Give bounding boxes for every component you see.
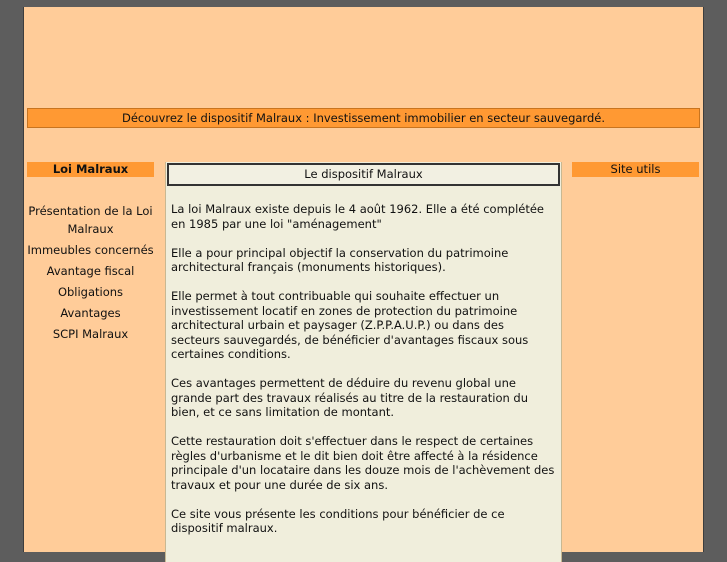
article-body xyxy=(171,202,556,550)
paragraph: Cette restauration doit s'effectuer dans le respect de certaines règles d'urbanisme et le dit bien doit être affecté à la résidence principale d'un locataire dans les douze mois de l'achèvement des travaux et pour une durée de six ans. xyxy=(171,434,555,492)
nav-link-immeubles[interactable]: Immeubles concernés xyxy=(27,243,154,257)
paragraph: Elle permet à tout contribuable qui souhaite effectuer un investissement locatif en zones de protection du patrimoine architectural urbain et paysager (Z.P.P.A.U.P.) ou dans des secteurs sauvegardés, de bénéficier d'avantages fiscaux sous certaines conditions. xyxy=(171,289,529,361)
left-sidebar-nav xyxy=(27,202,154,346)
tagline-text: Découvrez le dispositif Malraux : Investissement immobilier en secteur sauvegardé. xyxy=(122,111,605,125)
right-sidebar-title: Site utils xyxy=(572,162,699,177)
left-sidebar-title: Loi Malraux xyxy=(27,162,154,177)
paragraph: La loi Malraux existe depuis le 4 août 1962. Elle a été complétée en 1985 par une loi "aménagement" xyxy=(171,202,544,231)
main-content-panel xyxy=(165,162,562,562)
nav-link-avantage-fiscal[interactable]: Avantage fiscal xyxy=(46,264,135,278)
main-title: Le dispositif Malraux xyxy=(167,163,560,186)
paragraph: Ce site vous présente les conditions pour bénéficier de ce dispositif malraux. xyxy=(171,506,505,535)
tagline-banner xyxy=(27,108,700,128)
nav-link-obligations[interactable]: Obligations xyxy=(57,285,124,299)
nav-link-scpi[interactable]: SCPI Malraux xyxy=(52,327,129,341)
paragraph: Ces avantages permettent de déduire du revenu global une grande part des travaux réalisés au titre de la restauration du bien, et ce sans limitation de montant. xyxy=(171,376,529,419)
nav-link-avantages[interactable]: Avantages xyxy=(60,306,121,320)
nav-link-presentation[interactable]: Présentation de la Loi Malraux xyxy=(28,204,153,236)
paragraph: Elle a pour principal objectif la conservation du patrimoine architectural français (monuments historiques). xyxy=(171,245,509,274)
